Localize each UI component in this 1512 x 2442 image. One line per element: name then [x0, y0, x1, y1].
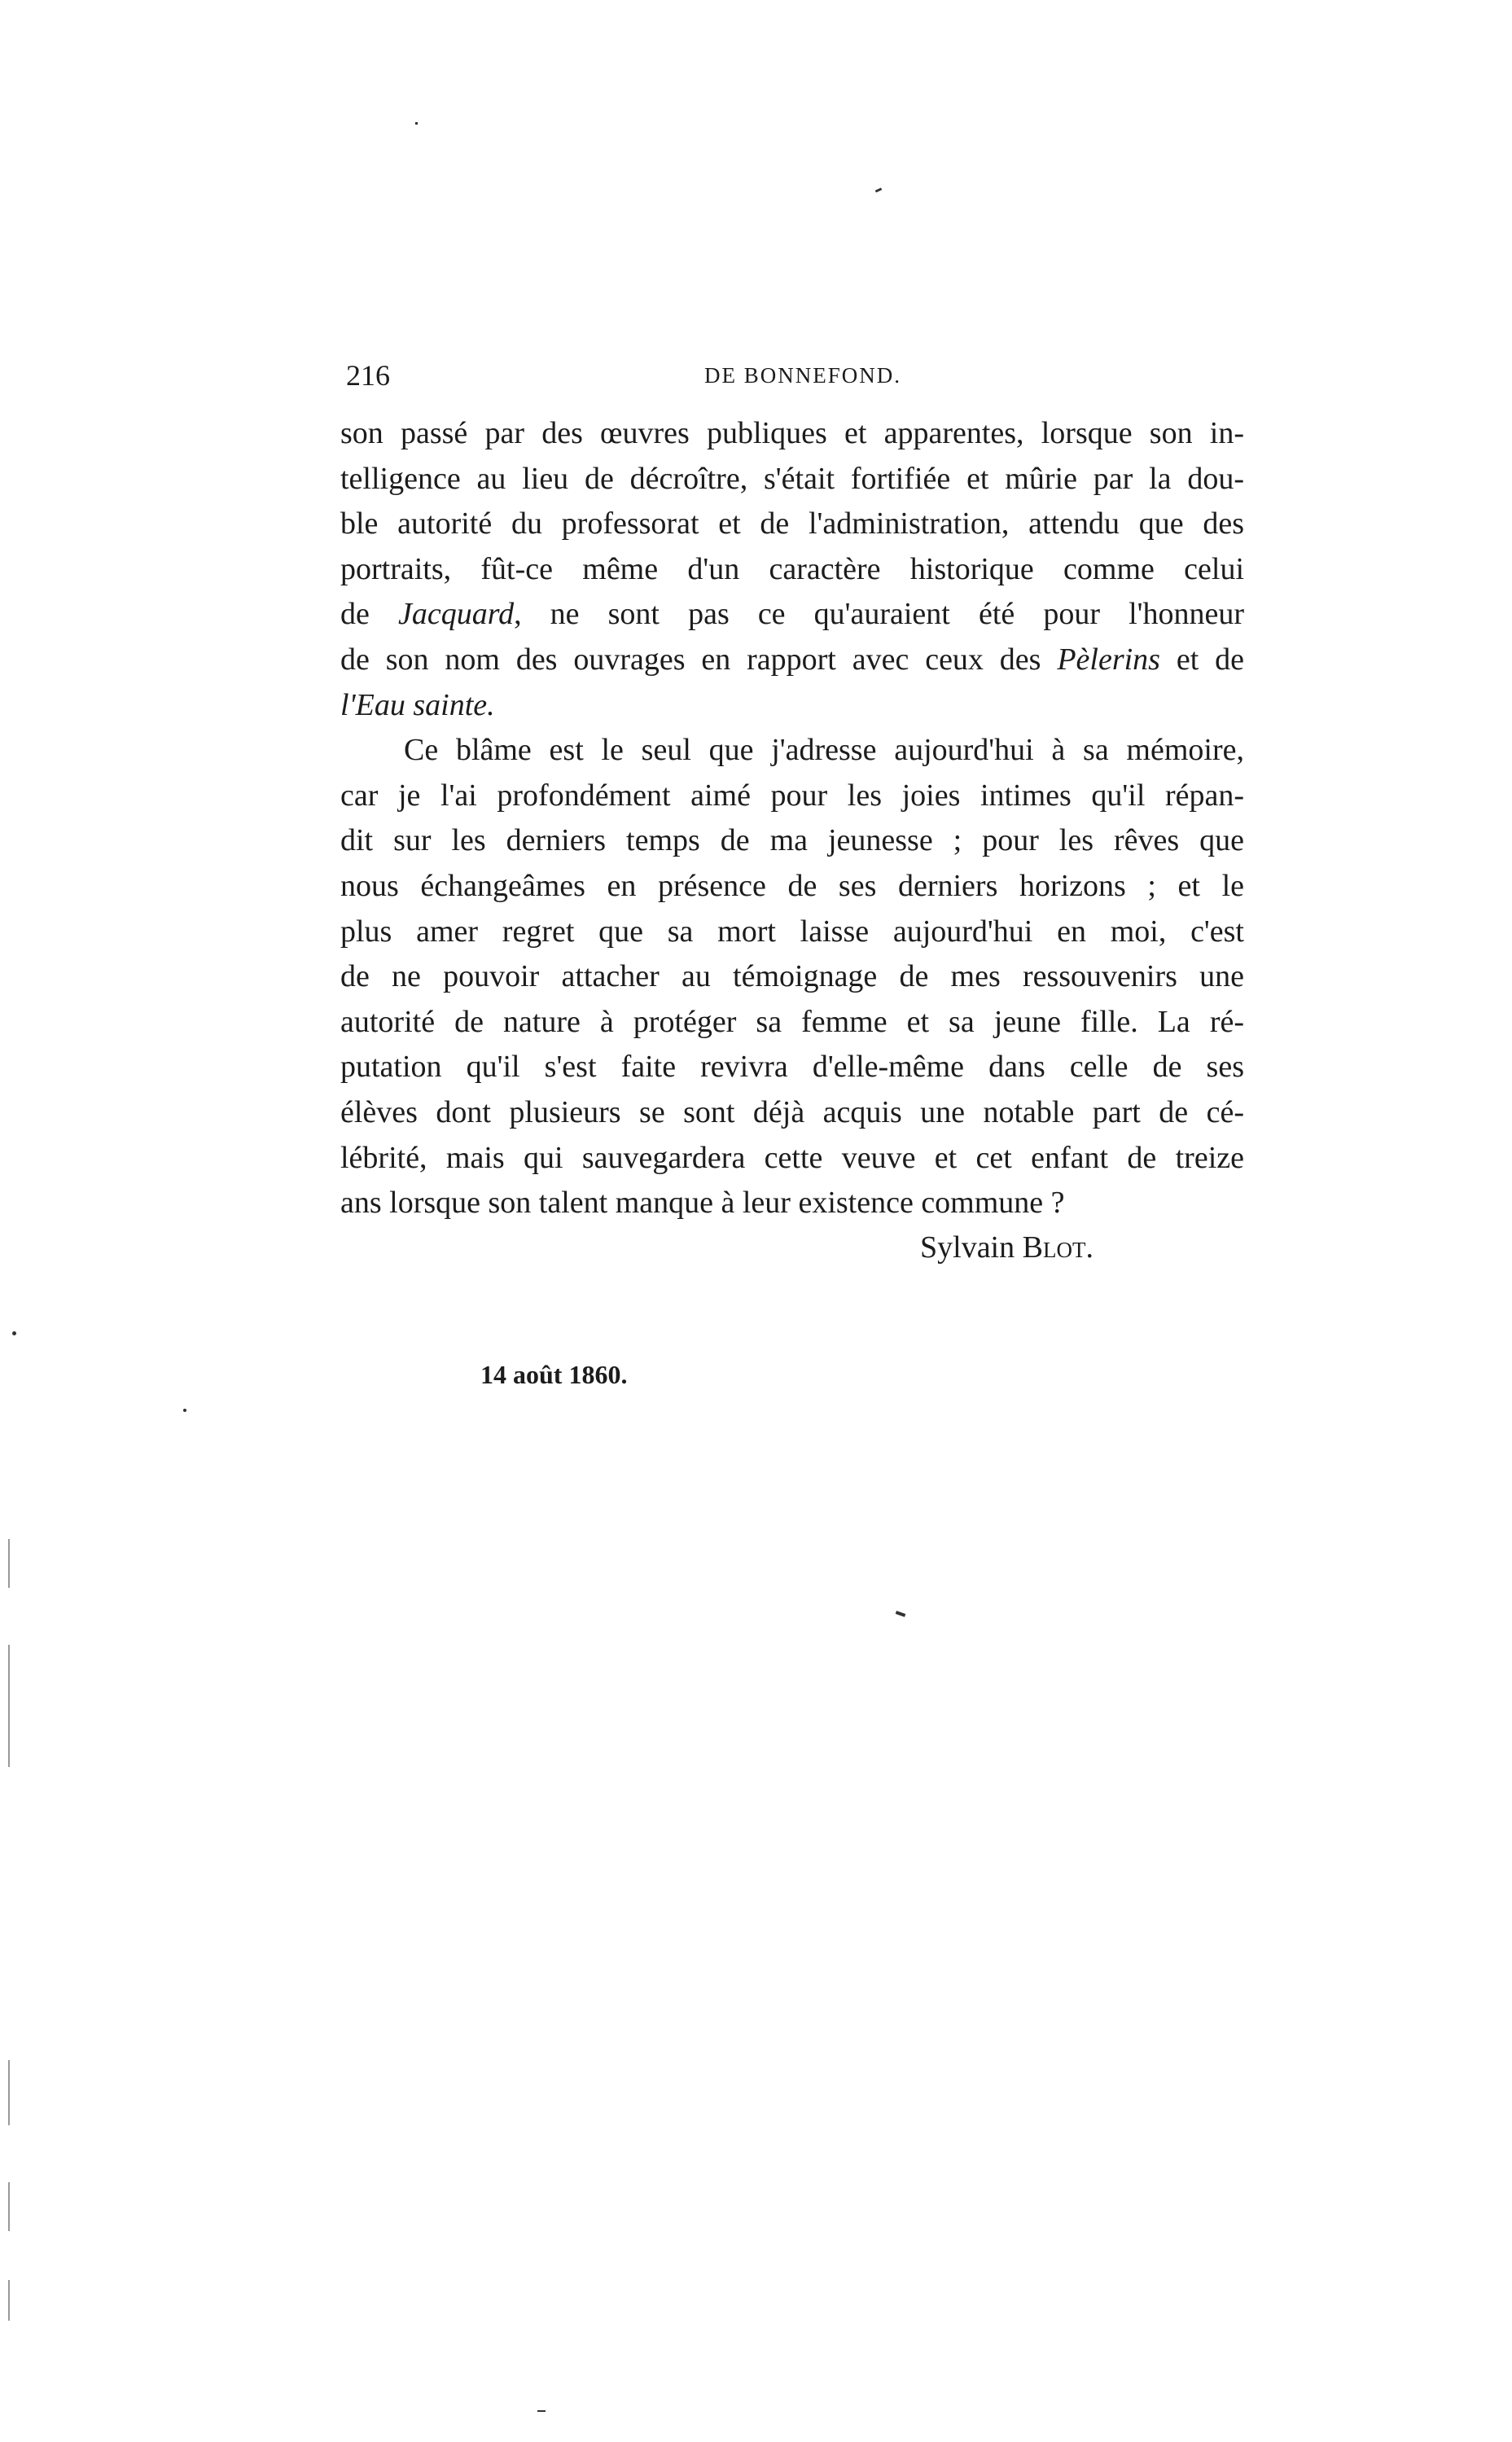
ink-speck [537, 2410, 546, 2412]
text-segment: ble autorité du professorat et de l'administration, attendu que des [340, 506, 1244, 541]
page-header [346, 358, 1250, 399]
text-line [340, 1181, 1244, 1226]
text-segment: putation qu'il s'est faite revivra d'elle-même dans celle de ses [340, 1050, 1244, 1085]
italic-title: Jacquard [397, 597, 515, 632]
text-segment: et de [1159, 642, 1244, 677]
ink-speck [415, 122, 418, 125]
text-segment: plus amer regret que sa mort laisse aujourd'hui en moi, c'est [340, 914, 1244, 949]
text-line [340, 457, 1244, 502]
text-segment: telligence au lieu de décroître, s'était fortifiée et mûrie par la dou- [340, 461, 1244, 496]
text-line [340, 1136, 1244, 1182]
text-line [340, 728, 1244, 774]
text-segment: de [340, 597, 398, 632]
date-line: 14 août 1860. [480, 1360, 628, 1389]
text-line [340, 910, 1244, 955]
signature [920, 1230, 1093, 1265]
text-line [340, 864, 1244, 910]
margin-mark [8, 2280, 10, 2321]
margin-mark [8, 1539, 10, 1588]
text-segment: nous échangeâmes en présence de ses derniers horizons ; et le [340, 868, 1244, 903]
text-segment: , ne sont pas ce qu'auraient été pour l'honneur [514, 597, 1244, 632]
italic-title: l'Eau sainte. [340, 687, 495, 722]
text-line [340, 1000, 1244, 1046]
text-line [340, 683, 1244, 729]
text-segment: car je l'ai profondément aimé pour les joies intimes qu'il répan- [340, 778, 1244, 813]
italic-title: Pèlerins [1057, 642, 1160, 677]
signature-last-name: Blot. [1022, 1230, 1093, 1265]
text-line [340, 1045, 1244, 1090]
text-line [340, 502, 1244, 547]
running-title: DE BONNEFOND. [704, 363, 901, 388]
ink-speck [12, 1331, 16, 1335]
signature-first-name: Sylvain [920, 1230, 1015, 1265]
text-line [340, 818, 1244, 864]
text-segment: de son nom des ouvrages en rapport avec ceux des [340, 642, 1058, 677]
text-segment: son passé par des œuvres publiques et apparentes, lorsque son in- [340, 416, 1244, 450]
margin-mark [8, 1645, 10, 1767]
text-line [340, 592, 1244, 638]
text-line [340, 638, 1244, 683]
text-segment: autorité de nature à protéger sa femme et sa jeune fille. La ré- [340, 1004, 1244, 1039]
ink-speck [896, 1611, 906, 1617]
text-segment: élèves dont plusieurs se sont déjà acquis une notable part de cé- [340, 1094, 1244, 1129]
text-segment: dit sur les derniers temps de ma jeunesse ; pour les rêves que [340, 823, 1244, 858]
margin-mark [8, 2060, 10, 2125]
page-number: 216 [346, 359, 390, 392]
text-line [340, 774, 1244, 819]
text-segment: ans lorsque son talent manque à leur existence commune ? [340, 1186, 1065, 1221]
text-line [340, 411, 1244, 457]
ink-speck [183, 1409, 186, 1412]
text-line [340, 1090, 1244, 1136]
text-line [340, 954, 1244, 1000]
body-text [340, 411, 1244, 1226]
ink-speck [875, 187, 883, 192]
text-segment: Ce blâme est le seul que j'adresse aujourd'hui à sa mémoire, [404, 733, 1244, 768]
text-segment: de ne pouvoir attacher au témoignage de mes ressouvenirs une [340, 959, 1244, 994]
text-line [340, 547, 1244, 593]
margin-mark [8, 2182, 10, 2231]
text-segment: portraits, fût-ce même d'un caractère historique comme celui [340, 551, 1244, 586]
text-segment: lébrité, mais qui sauvegardera cette veuve et cet enfant de treize [340, 1140, 1244, 1175]
